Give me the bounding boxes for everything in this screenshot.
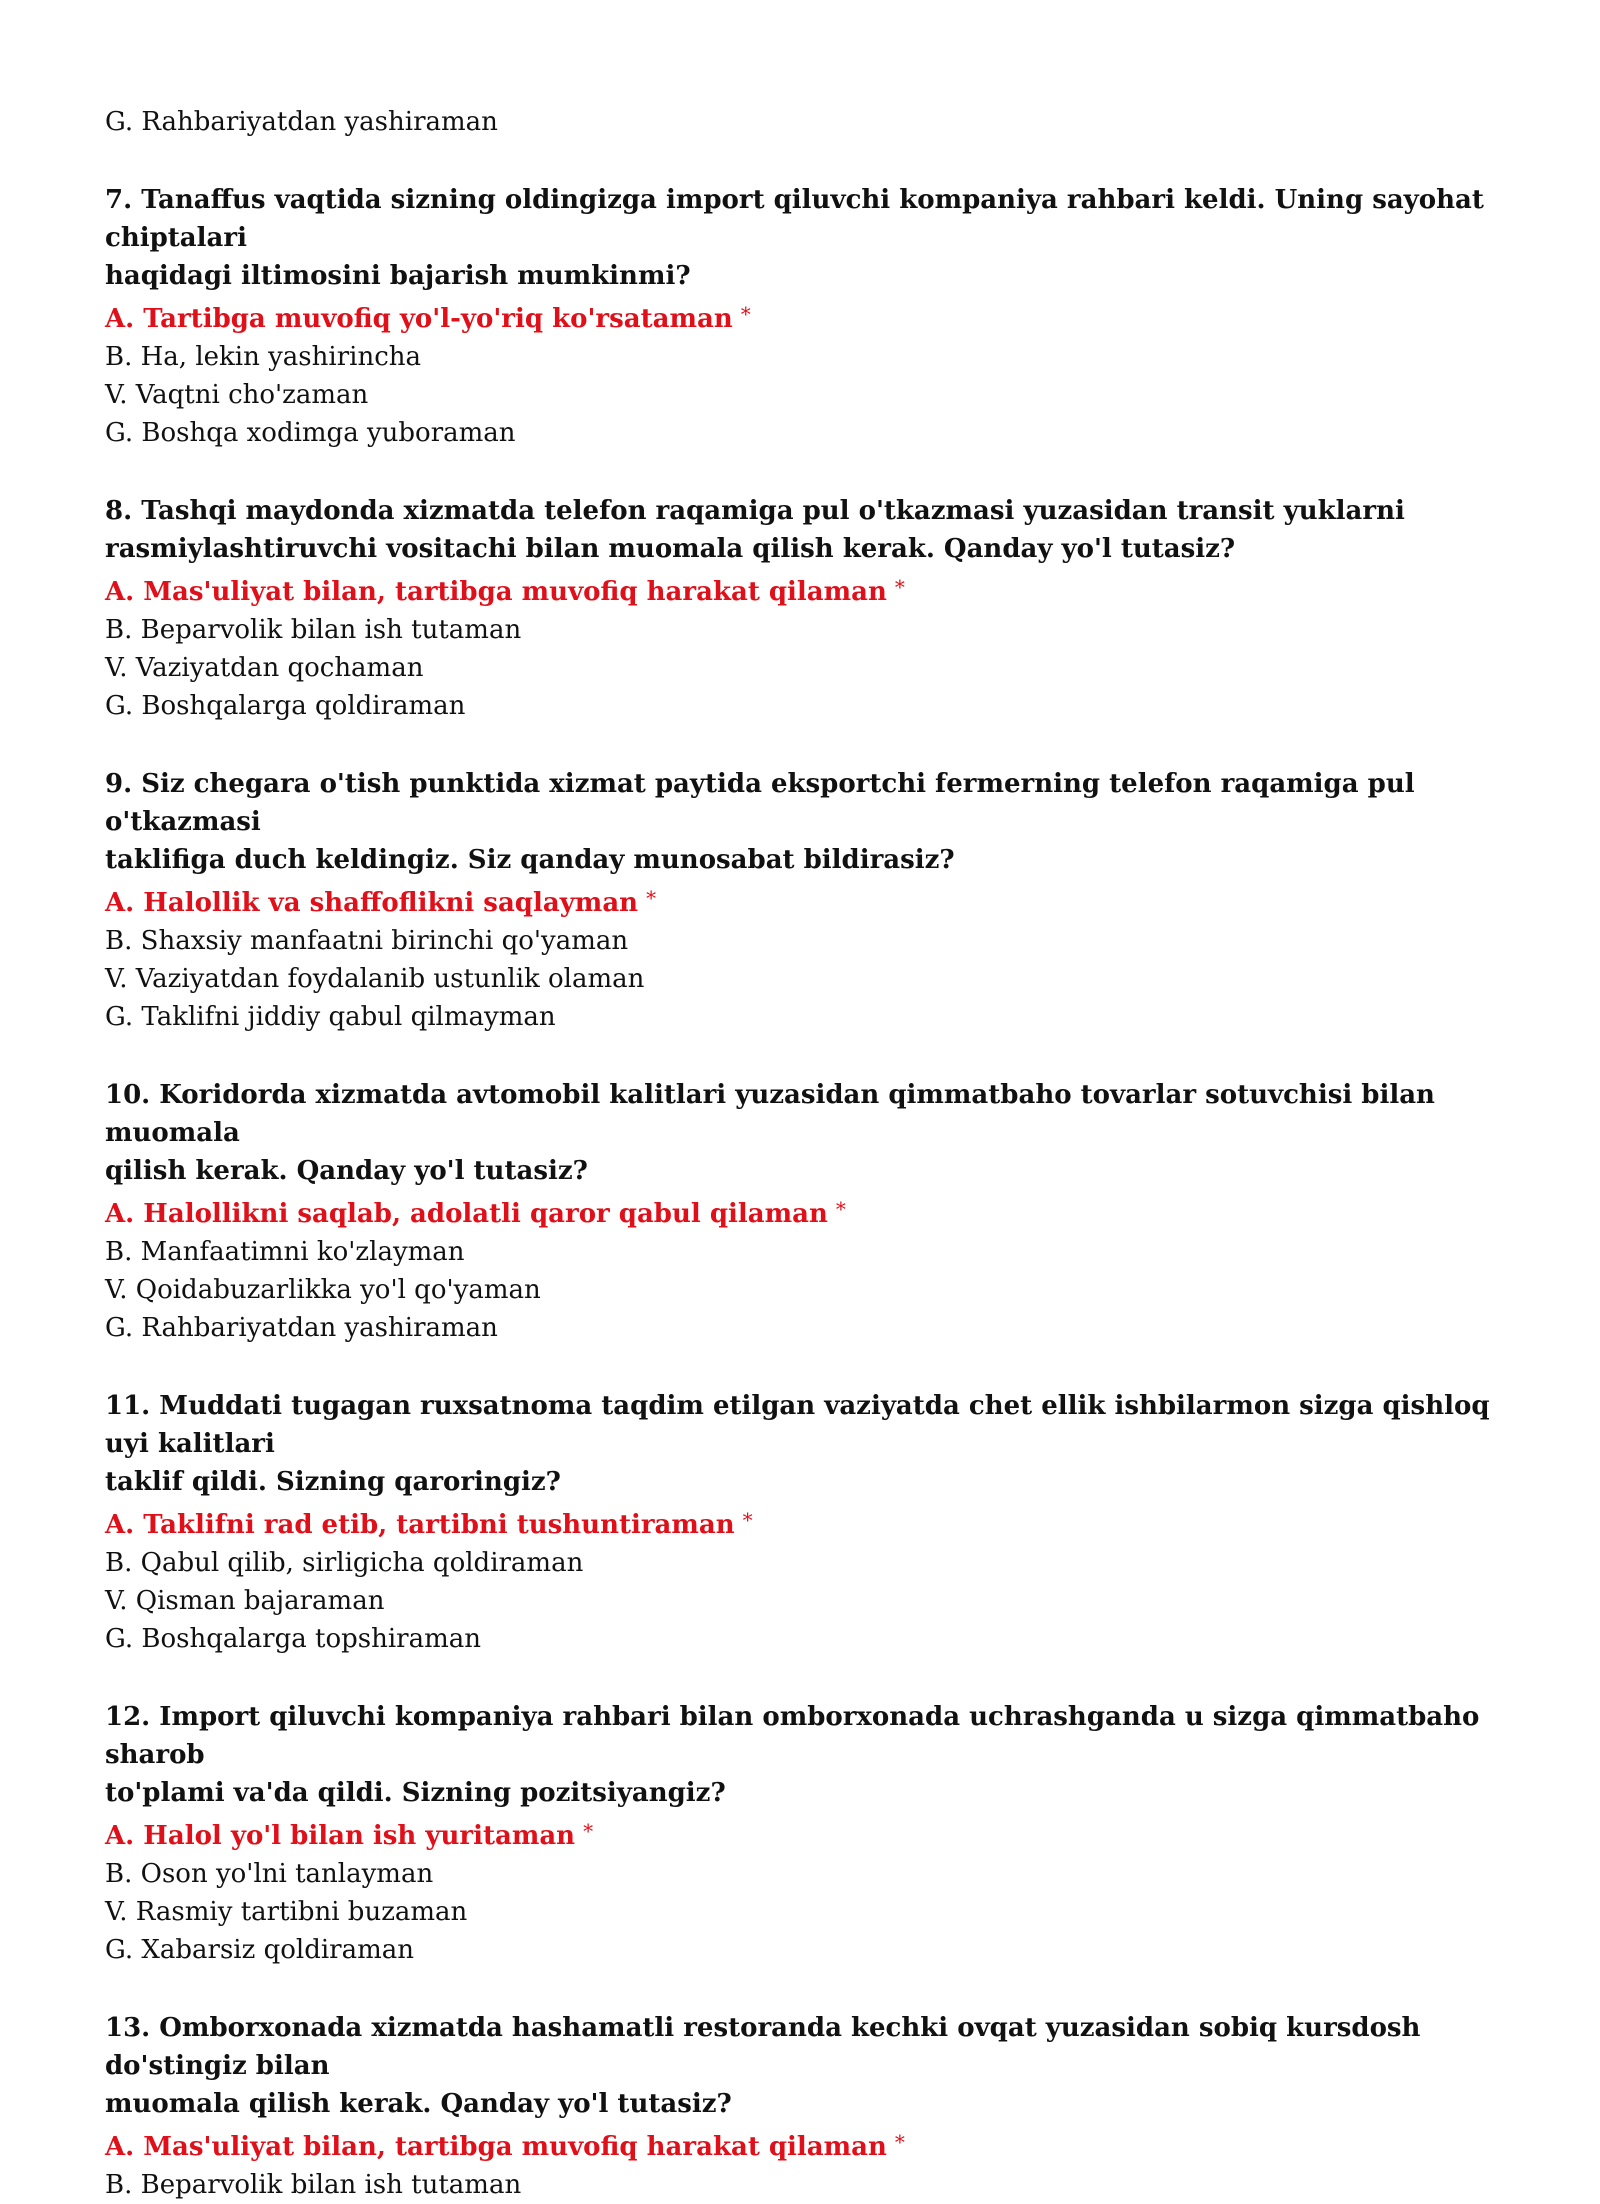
answer-option-label: B. Shaxsiy manfaatni birinchi qo'yaman bbox=[105, 926, 629, 956]
answer-option-label: G. Boshqalarga topshiraman bbox=[105, 1624, 481, 1654]
answer-option bbox=[105, 2166, 1500, 2204]
question-block bbox=[105, 1076, 1500, 1347]
question-text bbox=[105, 765, 1500, 879]
answer-option-label: A. Halollikni saqlab, adolatli qaror qabul qilaman bbox=[105, 1199, 828, 1229]
question-block bbox=[105, 181, 1500, 452]
leading-option: G. Rahbariyatdan yashiraman bbox=[105, 107, 498, 137]
question-text-line: 7. Tanaffus vaqtida sizning oldingizga import qiluvchi kompaniya rahbari keldi. Uning sayohat chiptalari bbox=[105, 185, 1484, 253]
question-block bbox=[105, 2009, 1500, 2204]
question-text bbox=[105, 1698, 1500, 1812]
answer-option-label: A. Tartibga muvofiq yo'l-yo'riq ko'rsataman bbox=[105, 304, 733, 334]
answer-option-label: B. Beparvolik bilan ish tutaman bbox=[105, 2170, 522, 2200]
correct-answer-option bbox=[105, 1812, 1500, 1855]
answer-option bbox=[105, 611, 1500, 649]
answer-option bbox=[105, 1855, 1500, 1893]
question-text-line: haqidagi iltimosini bajarish mumkinmi? bbox=[105, 261, 691, 291]
correct-answer-marker: * bbox=[894, 2130, 905, 2154]
question-block bbox=[105, 765, 1500, 1036]
question-text bbox=[105, 1076, 1500, 1190]
answer-option-label: V. Qoidabuzarlikka yo'l qo'yaman bbox=[105, 1275, 541, 1305]
answer-option-label: B. Ha, lekin yashirincha bbox=[105, 342, 422, 372]
answer-option bbox=[105, 1271, 1500, 1309]
correct-answer-option bbox=[105, 295, 1500, 338]
correct-answer-marker: * bbox=[894, 575, 905, 599]
answer-option bbox=[105, 1931, 1500, 1969]
answer-option bbox=[105, 376, 1500, 414]
answer-option-label: V. Qisman bajaraman bbox=[105, 1586, 385, 1616]
correct-answer-option bbox=[105, 1190, 1500, 1233]
answer-option-label: A. Halol yo'l bilan ish yuritaman bbox=[105, 1821, 576, 1851]
question-text bbox=[105, 492, 1500, 568]
answer-option-label: B. Manfaatimni ko'zlayman bbox=[105, 1237, 465, 1267]
correct-answer-option bbox=[105, 1501, 1500, 1544]
answer-option-label: V. Rasmiy tartibni buzaman bbox=[105, 1897, 468, 1927]
question-list bbox=[105, 181, 1500, 2204]
correct-answer-marker: * bbox=[740, 302, 751, 326]
correct-answer-option bbox=[105, 879, 1500, 922]
answer-option bbox=[105, 414, 1500, 452]
answer-option-label: A. Mas'uliyat bilan, tartibga muvofiq harakat qilaman bbox=[105, 577, 887, 607]
question-text-line: muomala qilish kerak. Qanday yo'l tutasiz? bbox=[105, 2089, 732, 2119]
question-block bbox=[105, 492, 1500, 725]
answer-option bbox=[105, 998, 1500, 1036]
question-text-line: 10. Koridorda xizmatda avtomobil kalitlari yuzasidan qimmatbaho tovarlar sotuvchisi bilan muomala bbox=[105, 1080, 1435, 1148]
correct-answer-marker: * bbox=[742, 1508, 753, 1532]
correct-answer-marker: * bbox=[835, 1197, 846, 1221]
answer-option-label: A. Taklifni rad etib, tartibni tushuntiraman bbox=[105, 1510, 735, 1540]
answer-option-label: B. Beparvolik bilan ish tutaman bbox=[105, 615, 522, 645]
question-block bbox=[105, 1387, 1500, 1658]
answer-option-label: G. Boshqalarga qoldiraman bbox=[105, 691, 466, 721]
question-text bbox=[105, 1387, 1500, 1501]
question-text-line: rasmiylashtiruvchi vositachi bilan muomala qilish kerak. Qanday yo'l tutasiz? bbox=[105, 534, 1236, 564]
answer-option-label: V. Vaziyatdan qochaman bbox=[105, 653, 424, 683]
correct-answer-option bbox=[105, 2123, 1500, 2166]
correct-answer-marker: * bbox=[583, 1819, 594, 1843]
answer-option-label: A. Mas'uliyat bilan, tartibga muvofiq harakat qilaman bbox=[105, 2132, 887, 2162]
question-block bbox=[105, 1698, 1500, 1969]
question-text bbox=[105, 181, 1500, 295]
answer-option bbox=[105, 1620, 1500, 1658]
correct-answer-option bbox=[105, 568, 1500, 611]
answer-option bbox=[105, 1309, 1500, 1347]
answer-option-label: B. Qabul qilib, sirligicha qoldiraman bbox=[105, 1548, 584, 1578]
answer-option bbox=[105, 1582, 1500, 1620]
answer-option-label: G. Taklifni jiddiy qabul qilmayman bbox=[105, 1002, 556, 1032]
answer-option bbox=[105, 960, 1500, 998]
answer-option bbox=[105, 1233, 1500, 1271]
answer-option bbox=[105, 338, 1500, 376]
question-text-line: taklif qildi. Sizning qaroringiz? bbox=[105, 1467, 561, 1497]
question-text-line: 9. Siz chegara o'tish punktida xizmat paytida eksportchi fermerning telefon raqamiga pul o'tkazmasi bbox=[105, 769, 1415, 837]
answer-option bbox=[105, 649, 1500, 687]
answer-option-label: V. Vaziyatdan foydalanib ustunlik olaman bbox=[105, 964, 645, 994]
question-text-line: 11. Muddati tugagan ruxsatnoma taqdim etilgan vaziyatda chet ellik ishbilarmon sizga qishloq uyi kalitlari bbox=[105, 1391, 1490, 1459]
answer-option-label: G. Rahbariyatdan yashiraman bbox=[105, 1313, 498, 1343]
answer-option-label: A. Halollik va shaffoflikni saqlayman bbox=[105, 888, 639, 918]
answer-option-label: G. Xabarsiz qoldiraman bbox=[105, 1935, 414, 1965]
question-text bbox=[105, 2009, 1500, 2123]
question-text-line: to'plami va'da qildi. Sizning pozitsiyangiz? bbox=[105, 1778, 726, 1808]
question-text-line: taklifiga duch keldingiz. Siz qanday munosabat bildirasiz? bbox=[105, 845, 955, 875]
question-text-line: 13. Omborxonada xizmatda hashamatli restoranda kechki ovqat yuzasidan sobiq kursdosh do'stingiz bilan bbox=[105, 2013, 1421, 2081]
answer-option bbox=[105, 1893, 1500, 1931]
question-text-line: 8. Tashqi maydonda xizmatda telefon raqamiga pul o'tkazmasi yuzasidan transit yuklarni bbox=[105, 496, 1405, 526]
question-text-line: qilish kerak. Qanday yo'l tutasiz? bbox=[105, 1156, 588, 1186]
answer-option bbox=[105, 922, 1500, 960]
answer-option bbox=[105, 687, 1500, 725]
question-text-line: 12. Import qiluvchi kompaniya rahbari bilan omborxonada uchrashganda u sizga qimmatbaho sharob bbox=[105, 1702, 1480, 1770]
answer-option bbox=[105, 1544, 1500, 1582]
answer-option-label: G. Boshqa xodimga yuboraman bbox=[105, 418, 516, 448]
answer-option-label: B. Oson yo'lni tanlayman bbox=[105, 1859, 434, 1889]
correct-answer-marker: * bbox=[646, 886, 657, 910]
answer-option-label: V. Vaqtni cho'zaman bbox=[105, 380, 369, 410]
